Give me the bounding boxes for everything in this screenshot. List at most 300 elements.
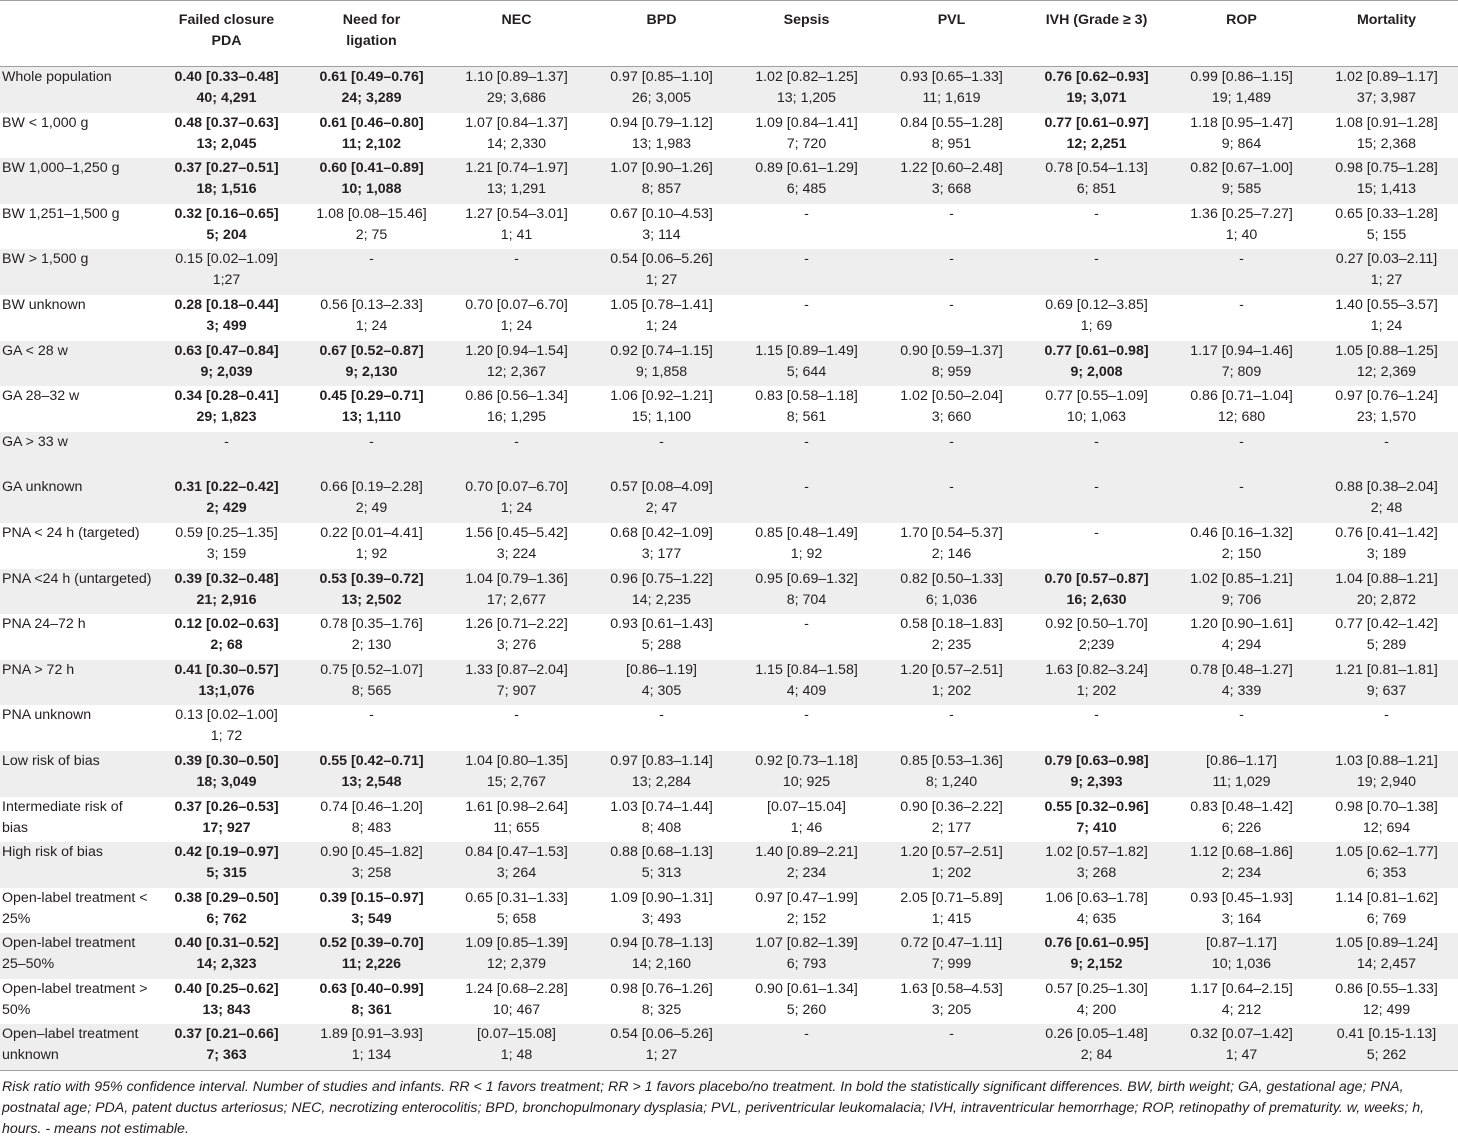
table-cell	[589, 614, 734, 660]
cell-estimate: -	[949, 205, 954, 222]
table-cell	[589, 386, 734, 432]
table-cell	[1024, 341, 1169, 387]
cell-estimate: -	[1094, 205, 1099, 222]
cell-estimate: 0.46 [0.16–1.32]	[1190, 524, 1293, 541]
cell-estimate: 0.92 [0.74–1.15]	[610, 342, 713, 359]
table-cell	[444, 432, 589, 478]
cell-estimate: -	[804, 433, 809, 450]
table-cell	[734, 67, 879, 113]
cell-estimate: 0.93 [0.65–1.33]	[900, 69, 1003, 85]
table-cell	[154, 705, 299, 751]
table-cell	[444, 386, 589, 432]
cell-estimate: 0.88 [0.38–2.04]	[1335, 479, 1438, 496]
cell-counts: 2; 68	[210, 637, 243, 654]
cell-counts: 6; 762	[206, 910, 247, 927]
table-cell	[734, 614, 879, 660]
table-cell	[1314, 842, 1458, 888]
table-cell	[589, 67, 734, 113]
table-cell	[1024, 933, 1169, 979]
table-row	[0, 660, 1458, 706]
cell-estimate: 0.34 [0.28–0.41]	[174, 388, 279, 405]
table-cell	[879, 523, 1024, 569]
cell-counts: 12; 2,379	[486, 956, 547, 973]
table-cell	[1024, 523, 1169, 569]
cell-estimate: 0.94 [0.78–1.13]	[610, 935, 713, 952]
table-cell	[154, 477, 299, 523]
cell-estimate: 0.42 [0.19–0.97]	[174, 844, 279, 861]
table-cell	[1314, 523, 1458, 569]
cell-counts: 1; 24	[645, 317, 678, 334]
table-cell	[879, 249, 1024, 295]
cell-estimate: -	[1094, 524, 1099, 541]
row-label: Open-label treatment < 25%	[2, 889, 148, 927]
cell-estimate: 0.59 [0.25–1.35]	[175, 524, 278, 541]
cell-estimate: -	[1239, 433, 1244, 450]
table-row	[0, 797, 1458, 843]
cell-estimate: -	[659, 433, 664, 450]
cell-counts: 13; 2,502	[341, 591, 402, 608]
cell-estimate: 0.94 [0.79–1.12]	[610, 114, 713, 131]
cell-counts: 1; 202	[931, 682, 972, 699]
cell-counts: 29; 1,823	[196, 409, 257, 426]
cell-counts: 4; 200	[1076, 1001, 1117, 1018]
table-cell	[1314, 979, 1458, 1025]
table-cell	[734, 295, 879, 341]
cell-counts: 3; 189	[1366, 545, 1407, 562]
cell-counts: 2; 49	[355, 500, 388, 517]
cell-estimate: 1.21 [0.81–1.81]	[1335, 661, 1438, 678]
cell-counts: 8; 951	[931, 135, 972, 152]
table-cell	[1169, 113, 1314, 159]
cell-counts: 20; 2,872	[1356, 591, 1417, 608]
table-cell	[879, 1024, 1024, 1070]
header-cell-failed-closure-pda	[154, 1, 299, 67]
cell-counts: 8; 565	[351, 682, 392, 699]
cell-estimate: -	[949, 296, 954, 313]
table-row	[0, 979, 1458, 1025]
table-cell	[734, 477, 879, 523]
cell-estimate: 0.55 [0.42–0.71]	[319, 752, 424, 769]
cell-counts: 1; 415	[931, 910, 972, 927]
cell-estimate: 0.95 [0.69–1.32]	[755, 570, 858, 587]
cell-estimate: 0.89 [0.61–1.29]	[755, 160, 858, 177]
row-label: Whole population	[0, 67, 154, 113]
cell-estimate: 0.70 [0.07–6.70]	[465, 296, 568, 313]
table-cell	[299, 113, 444, 159]
row-label: BW unknown	[2, 296, 86, 313]
cell-estimate: 0.68 [0.42–1.09]	[610, 524, 713, 541]
cell-estimate: 0.76 [0.61–0.95]	[1044, 935, 1149, 952]
table-cell	[879, 204, 1024, 250]
cell-estimate: 0.77 [0.55–1.09]	[1045, 388, 1148, 405]
table-cell	[1314, 933, 1458, 979]
cell-estimate: 0.77 [0.61–0.97]	[1044, 114, 1149, 131]
cell-counts: 9; 864	[1221, 135, 1262, 152]
cell-estimate: -	[1094, 479, 1099, 496]
cell-counts: 2; 235	[931, 637, 972, 654]
table-row	[0, 249, 1458, 295]
cell-estimate: -	[804, 251, 809, 268]
cell-estimate: 0.63 [0.47–0.84]	[174, 342, 279, 359]
row-label: GA < 28 w	[0, 341, 154, 387]
table-cell	[299, 751, 444, 797]
header-cell-bpd	[589, 1, 734, 67]
cell-estimate: 0.58 [0.18–1.83]	[900, 616, 1003, 633]
cell-counts: 6; 851	[1076, 181, 1117, 198]
table-cell	[444, 569, 589, 615]
row-label: PNA <24 h (untargeted)	[0, 569, 154, 615]
cell-estimate: 0.82 [0.67–1.00]	[1190, 160, 1293, 177]
table-cell	[1169, 432, 1314, 478]
cell-counts: 3; 159	[206, 545, 247, 562]
cell-estimate: 1.07 [0.84–1.37]	[465, 114, 568, 131]
row-label: BW 1,251–1,500 g	[2, 205, 120, 222]
cell-counts: 3; 177	[641, 545, 682, 562]
table-cell	[444, 797, 589, 843]
table-cell	[879, 751, 1024, 797]
cell-estimate: -	[514, 433, 519, 450]
cell-counts: 3; 164	[1221, 910, 1262, 927]
cell-counts: 26; 3,005	[631, 90, 692, 106]
cell-estimate: 0.40 [0.33–0.48]	[174, 69, 279, 85]
cell-estimate: 0.93 [0.61–1.43]	[610, 616, 713, 633]
cell-estimate: 0.41 [0.30–0.57]	[174, 661, 279, 678]
cell-counts: 8; 1,240	[925, 773, 978, 790]
cell-counts: 9; 585	[1221, 181, 1262, 198]
cell-estimate: 1.63 [0.82–3.24]	[1045, 661, 1148, 678]
cell-counts: 14; 2,457	[1356, 956, 1417, 973]
cell-estimate: 1.20 [0.94–1.54]	[465, 342, 568, 359]
table-row	[0, 204, 1458, 250]
table-cell	[589, 432, 734, 478]
cell-estimate: 1.33 [0.87–2.04]	[465, 661, 568, 678]
cell-counts: 13; 2,045	[196, 135, 257, 152]
cell-counts: 19; 3,071	[1066, 90, 1127, 106]
cell-estimate: 1.02 [0.57–1.82]	[1045, 844, 1148, 861]
cell-counts: 10; 1,063	[1066, 409, 1127, 426]
table-cell	[1024, 797, 1169, 843]
table-cell	[734, 113, 879, 159]
cell-counts: 10; 1,036	[1211, 956, 1272, 973]
row-label: GA unknown	[0, 477, 154, 523]
cell-counts: 4; 294	[1221, 637, 1262, 654]
table-cell	[1024, 705, 1169, 751]
cell-counts: 11; 2,226	[341, 956, 402, 973]
cell-estimate: 0.63 [0.40–0.99]	[319, 980, 424, 997]
cell-estimate: 0.39 [0.32–0.48]	[174, 570, 279, 587]
cell-estimate: 0.90 [0.61–1.34]	[755, 980, 858, 997]
cell-counts: 5; 204	[206, 226, 247, 243]
cell-counts: 8; 408	[641, 819, 682, 836]
table-cell	[1314, 888, 1458, 934]
table-cell	[1169, 751, 1314, 797]
cell-estimate: 0.56 [0.13–2.33]	[320, 296, 423, 313]
header-line: Mortality	[1356, 12, 1417, 28]
cell-estimate: 1.02 [0.50–2.04]	[900, 388, 1003, 405]
cell-counts: 19; 2,940	[1356, 773, 1417, 790]
table-cell	[589, 249, 734, 295]
cell-estimate: 1.05 [0.62–1.77]	[1335, 844, 1438, 861]
header-line: NEC	[501, 12, 532, 28]
cell-counts: 2; 177	[931, 819, 972, 836]
table-cell	[734, 842, 879, 888]
table-cell	[879, 477, 1024, 523]
cell-estimate: -	[804, 479, 809, 496]
table-cell	[879, 569, 1024, 615]
cell-counts: 6; 1,036	[925, 591, 978, 608]
cell-estimate: 1.06 [0.63–1.78]	[1045, 889, 1148, 906]
cell-counts: 14; 2,160	[631, 956, 692, 973]
cell-estimate: 1.15 [0.84–1.58]	[755, 661, 858, 678]
header-cell-rop	[1169, 1, 1314, 67]
cell-estimate: 0.99 [0.86–1.15]	[1190, 69, 1293, 85]
table-row	[0, 386, 1458, 432]
table-cell	[1024, 979, 1169, 1025]
cell-estimate: 0.84 [0.55–1.28]	[900, 114, 1003, 131]
table-cell	[444, 295, 589, 341]
table-cell	[589, 660, 734, 706]
table-cell	[734, 888, 879, 934]
row-label: PNA 24–72 h	[2, 616, 86, 633]
cell-counts: 6; 793	[786, 956, 827, 973]
cell-counts: 7; 999	[931, 956, 972, 973]
cell-counts: 3; 549	[351, 910, 392, 927]
table-row	[0, 569, 1458, 615]
table-cell	[1314, 477, 1458, 523]
row-label: GA > 33 w	[0, 432, 154, 478]
cell-counts: 5; 313	[641, 865, 682, 882]
cell-counts: 16; 2,630	[1066, 591, 1127, 608]
cell-estimate: 1.05 [0.78–1.41]	[610, 296, 713, 313]
table-cell	[299, 67, 444, 113]
table-cell	[444, 705, 589, 751]
table-cell	[154, 249, 299, 295]
cell-counts: 13; 1,983	[631, 135, 692, 152]
cell-estimate: 0.78 [0.54–1.13]	[1045, 160, 1148, 177]
cell-counts: 12; 680	[1217, 409, 1266, 426]
cell-counts: 13; 1,291	[486, 181, 547, 198]
cell-counts: 5; 260	[786, 1001, 827, 1018]
cell-estimate: -	[1094, 251, 1099, 268]
table-cell	[444, 67, 589, 113]
row-label: PNA < 24 h (targeted)	[2, 524, 140, 541]
table-cell	[734, 797, 879, 843]
cell-estimate: 0.61 [0.46–0.80]	[319, 114, 424, 131]
table-cell	[1169, 158, 1314, 204]
cell-estimate: 0.78 [0.48–1.27]	[1190, 661, 1293, 678]
cell-counts: 37; 3,987	[1356, 90, 1417, 106]
cell-counts: 5; 288	[641, 637, 682, 654]
table-cell	[879, 67, 1024, 113]
cell-estimate: 0.90 [0.45–1.82]	[320, 844, 423, 861]
cell-estimate: 0.78 [0.35–1.76]	[320, 616, 423, 633]
cell-estimate: 0.85 [0.53–1.36]	[900, 752, 1003, 769]
cell-estimate: -	[1239, 296, 1244, 313]
cell-estimate: 1.63 [0.58–4.53]	[900, 980, 1003, 997]
cell-estimate: -	[949, 479, 954, 496]
cell-estimate: 0.85 [0.48–1.49]	[755, 524, 858, 541]
table-cell	[589, 477, 734, 523]
cell-counts: 3; 660	[931, 409, 972, 426]
table-cell	[444, 113, 589, 159]
header-line: IVH (Grade ≥ 3)	[1045, 12, 1148, 28]
row-label: Open-label treatment 25–50%	[0, 933, 154, 979]
cell-estimate: 0.26 [0.05–1.48]	[1045, 1026, 1148, 1043]
cell-estimate: 1.06 [0.92–1.21]	[610, 388, 713, 405]
cell-estimate: 0.54 [0.06–5.26]	[610, 251, 713, 268]
cell-estimate: -	[804, 707, 809, 724]
table-cell	[299, 204, 444, 250]
cell-estimate: 0.86 [0.56–1.34]	[465, 388, 568, 405]
cell-estimate: 0.92 [0.73–1.18]	[755, 752, 858, 769]
cell-estimate: [0.86–1.17]	[1206, 752, 1277, 769]
cell-counts: 5; 155	[1366, 226, 1407, 243]
cell-estimate: 1.70 [0.54–5.37]	[900, 524, 1003, 541]
cell-estimate: 1.05 [0.88–1.25]	[1335, 342, 1438, 359]
cell-estimate: 1.36 [0.25–7.27]	[1190, 205, 1293, 222]
table-cell	[1024, 67, 1169, 113]
table-cell	[1024, 386, 1169, 432]
table-cell	[879, 933, 1024, 979]
table-cell	[299, 660, 444, 706]
cell-counts: 1; 24	[500, 317, 533, 334]
table-row	[0, 295, 1458, 341]
cell-counts: 13; 1,205	[776, 90, 837, 106]
cell-counts: 1;27	[212, 272, 241, 289]
cell-counts: 5; 658	[496, 910, 537, 927]
header-line: PVL	[937, 12, 966, 28]
cell-counts: 2; 234	[1221, 865, 1262, 882]
cell-estimate: -	[1384, 707, 1389, 724]
table-header-row	[0, 1, 1458, 67]
header-cell-mortality	[1314, 1, 1458, 67]
cell-estimate: -	[1239, 479, 1244, 496]
table-cell	[1314, 67, 1458, 113]
cell-counts: 1; 24	[355, 317, 388, 334]
cell-estimate: 0.13 [0.02–1.00]	[175, 707, 278, 724]
cell-counts: 1; 134	[351, 1047, 392, 1064]
table-cell	[1314, 249, 1458, 295]
cell-counts: 18; 1,516	[196, 181, 257, 198]
cell-estimate: 0.54 [0.06–5.26]	[610, 1026, 713, 1043]
table-cell	[299, 888, 444, 934]
table-cell	[299, 933, 444, 979]
cell-estimate: 0.12 [0.02–0.63]	[174, 616, 279, 633]
cell-estimate: 0.98 [0.70–1.38]	[1335, 798, 1438, 815]
table-cell	[734, 933, 879, 979]
table-cell	[444, 249, 589, 295]
table-cell	[1314, 751, 1458, 797]
cell-counts: 5; 262	[1366, 1047, 1407, 1064]
table-cell	[1314, 660, 1458, 706]
cell-estimate: 1.04 [0.88–1.21]	[1335, 570, 1438, 587]
table-cell	[154, 842, 299, 888]
cell-counts: 5; 644	[786, 363, 827, 380]
cell-estimate: -	[224, 433, 229, 450]
table-cell	[1169, 249, 1314, 295]
table-cell	[1024, 614, 1169, 660]
cell-counts: 19; 1,489	[1211, 90, 1272, 106]
cell-counts: 15; 1,100	[631, 409, 692, 426]
cell-counts: 1; 202	[931, 865, 972, 882]
cell-counts: 9; 2,130	[345, 363, 398, 380]
cell-counts: 1; 47	[1225, 1047, 1258, 1064]
table-cell	[299, 386, 444, 432]
cell-estimate: -	[949, 251, 954, 268]
cell-counts: 1; 92	[790, 545, 823, 562]
table-cell	[879, 660, 1024, 706]
cell-counts: 10; 925	[782, 773, 831, 790]
cell-counts: 8; 561	[786, 409, 827, 426]
table-cell	[444, 614, 589, 660]
table-row	[0, 67, 1458, 113]
table-cell	[1024, 249, 1169, 295]
table-cell	[589, 888, 734, 934]
cell-estimate: 0.83 [0.48–1.42]	[1190, 798, 1293, 815]
table-cell	[1169, 797, 1314, 843]
cell-counts: 4; 339	[1221, 682, 1262, 699]
cell-estimate: 0.32 [0.07–1.42]	[1190, 1026, 1293, 1043]
cell-estimate: -	[514, 707, 519, 724]
cell-counts: 17; 927	[202, 819, 251, 836]
table-cell	[589, 751, 734, 797]
table-cell	[589, 113, 734, 159]
cell-counts: 3; 499	[206, 317, 247, 334]
cell-counts: 2; 75	[355, 226, 388, 243]
cell-counts: 3; 114	[642, 226, 681, 243]
cell-estimate: -	[659, 707, 664, 724]
table-cell	[154, 933, 299, 979]
cell-counts: 13; 2,284	[631, 773, 692, 790]
cell-estimate: 0.97 [0.83–1.14]	[610, 752, 713, 769]
table-cell	[1169, 204, 1314, 250]
table-cell	[1169, 295, 1314, 341]
cell-counts: 14; 2,330	[486, 135, 547, 152]
cell-estimate: 0.77 [0.42–1.42]	[1335, 616, 1438, 633]
table-cell	[299, 1024, 444, 1070]
table-cell	[299, 341, 444, 387]
cell-estimate: 1.09 [0.85–1.39]	[465, 935, 568, 952]
table-cell	[1169, 569, 1314, 615]
table-cell	[589, 158, 734, 204]
table-footnote: Risk ratio with 95% confidence interval. Number of studies and infants. RR < 1 favors treatment; RR > 1 favors placebo/no treatment. In bold the statistically significant differences. BW, birth weight; GA, gestational age; PNA, postnatal age; PDA, patent ductus arteriosus; NEC, necrotizing enterocolitis; BPD, bronchopulmonary dysplasia; PVL, periventricular leukomalacia; IVH, intraventricular hemorrhage; ROP, retinopathy of prematurity. w, weeks; h, hours. - means not estimable.	[2, 1079, 1425, 1138]
table-cell	[879, 341, 1024, 387]
cell-counts: 3; 668	[931, 181, 972, 198]
table-cell	[1314, 158, 1458, 204]
cell-counts: 2; 146	[931, 545, 972, 562]
cell-estimate: 0.66 [0.19–2.28]	[320, 479, 423, 496]
cell-estimate: 0.27 [0.03–2.11]	[1335, 251, 1438, 268]
cell-estimate: 0.40 [0.25–0.62]	[174, 980, 279, 997]
cell-estimate: [0.07–15.08]	[477, 1026, 556, 1043]
table-cell	[154, 979, 299, 1025]
header-cell-sepsis	[734, 1, 879, 67]
cell-counts: 7; 720	[786, 135, 827, 152]
row-label: BW 1,000–1,250 g	[0, 158, 154, 204]
cell-estimate: 1.09 [0.84–1.41]	[755, 114, 858, 131]
table-cell	[1169, 614, 1314, 660]
cell-estimate: 1.04 [0.79–1.36]	[465, 570, 568, 587]
row-label: Open–label treatment unknown	[0, 1024, 154, 1070]
cell-counts: 9; 1,858	[635, 363, 688, 380]
row-label: High risk of bias	[0, 842, 154, 888]
table-cell	[734, 1024, 879, 1070]
header-line: Need for	[342, 12, 401, 28]
cell-counts: 21; 2,916	[196, 591, 257, 608]
cell-counts: 7; 809	[1221, 363, 1262, 380]
table-cell	[589, 204, 734, 250]
table-cell	[299, 477, 444, 523]
